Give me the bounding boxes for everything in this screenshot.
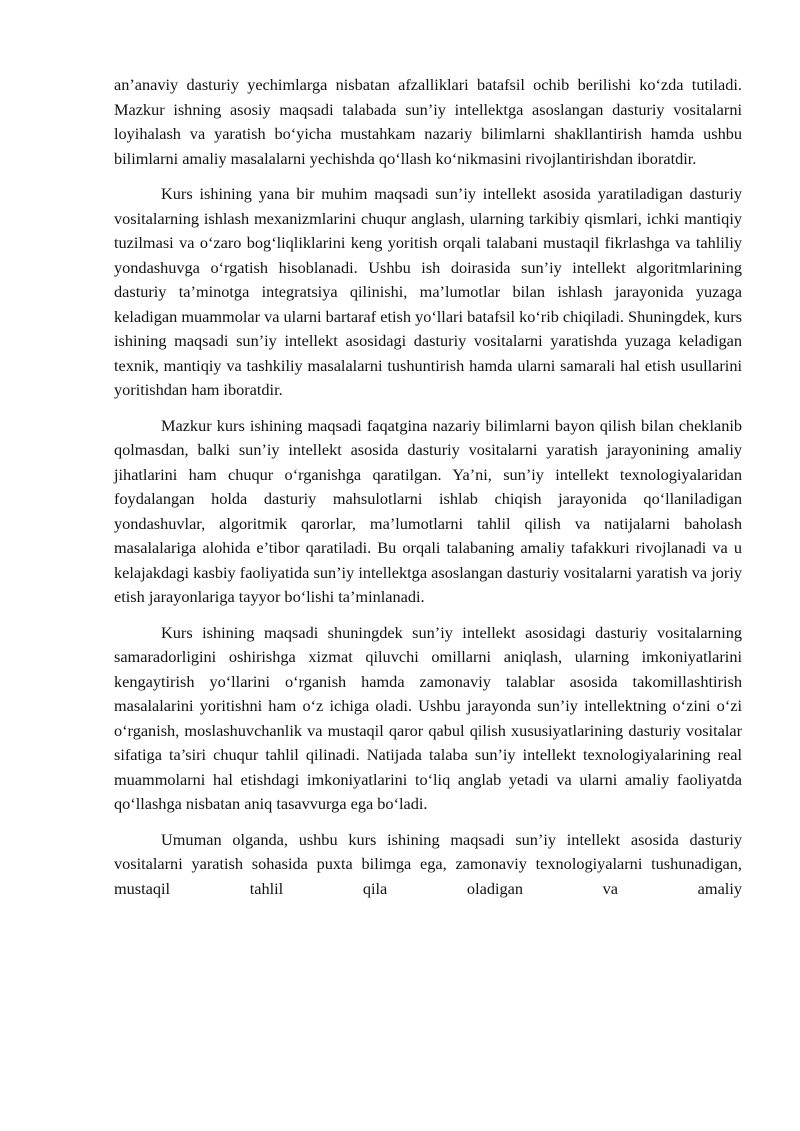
paragraph-4: Kurs ishining maqsadi shuningdek sun’iy intellekt asosidagi dasturiy vositalarning samaradorligini oshirishga xizmat qiluvchi omillarni aniqlash, ularning imkoniyatlarini kengaytirish yo‘llarini o‘rganish hamda zamonaviy talablar asosida takomillashtirish masalalarini yoritishni ham o‘z ichiga oladi. Ushbu jarayonda sun’iy intellektning o‘zini o‘zi o‘rganish, moslashuvchanlik va mustaqil qaror qabul qilish xususiyatlarining dasturiy vositalar sifatiga ta’siri chuqur tahlil qilinadi. Natijada talaba sun’iy intellekt texnologiyalarining real muammolarni hal etishdagi imkoniyatlarini to‘liq anglab yetadi va ularni amaliy faoliyatda qo‘llashga nisbatan aniq tasavvurga ega bo‘ladi. — [114, 622, 742, 813]
paragraph-2: Kurs ishining yana bir muhim maqsadi sun’iy intellekt asosida yaratiladigan dasturiy vositalarning ishlash mexanizmlarini chuqur anglash, ularning tarkibiy qismlari, ichki mantiqiy tuzilmasi va o‘zaro bog‘liqliklarini keng yoritish orqali talabani mustaqil fikrlashga va tahliliy yondashuvga o‘rgatish hisoblanadi. Ushbu ish doirasida sun’iy intellekt algoritmlarining dasturiy ta’minotga integratsiya qilinishi, ma’lumotlar bilan ishlash jarayonida yuzaga keladigan muammolar va ularni bartaraf etish yo‘llari batafsil ko‘rib chiqiladi. Shuningdek, kurs ishining maqsadi sun’iy intellekt asosidagi dasturiy vositalarni yaratishda yuzaga keladigan texnik, mantiqiy va tashkiliy masalalarni tushuntirish hamda ularni samarali hal etish usullarini yoritishdan ham iboratdir. — [114, 184, 743, 399]
document-page — [114, 73, 742, 912]
paragraph-5: Umuman olganda, ushbu kurs ishining maqsadi sun’iy intellekt asosida dasturiy vositalarni yaratish sohasida puxta bilimga ega, zamonaviy texnologiyalarni tushunadigan, mustaqil tahlil qila oladigan va amaliy — [114, 829, 742, 898]
paragraph-1: an’anaviy dasturiy yechimlarga nisbatan afzalliklari batafsil ochib berilishi ko‘zda tutiladi. Mazkur ishning asosiy maqsadi talabada sun’iy intellektga asoslangan dasturiy vositalarni loyihalash va yaratish bo‘yicha mustahkam nazariy bilimlarni shakllantirish hamda ushbu bilimlarni amaliy masalalarni yechishda qo‘llash ko‘nikmasini rivojlantirishdan iboratdir. — [114, 75, 742, 168]
paragraph-3: Mazkur kurs ishining maqsadi faqatgina nazariy bilimlarni bayon qilish bilan cheklanib qolmasdan, balki sun’iy intellekt asosida dasturiy vositalarni yaratish jarayonining amaliy jihatlarini ham chuqur o‘rganishga qaratilgan. Ya’ni, sun’iy intellekt texnologiyalaridan foydalangan holda dasturiy mahsulotlarni ishlab chiqish jarayonida qo‘llaniladigan yondashuvlar, algoritmik qarorlar, ma’lumotlarni tahlil qilish va natijalarni baholash masalalariga alohida e’tibor qaratiladi. Bu orqali talabaning amaliy tafakkuri rivojlanadi va u kelajakdagi kasbiy faoliyatida sun’iy intellektga asoslangan dasturiy vositalarni yaratish va joriy etish jarayonlariga tayyor bo‘lishi ta’minlanadi. — [114, 415, 742, 606]
